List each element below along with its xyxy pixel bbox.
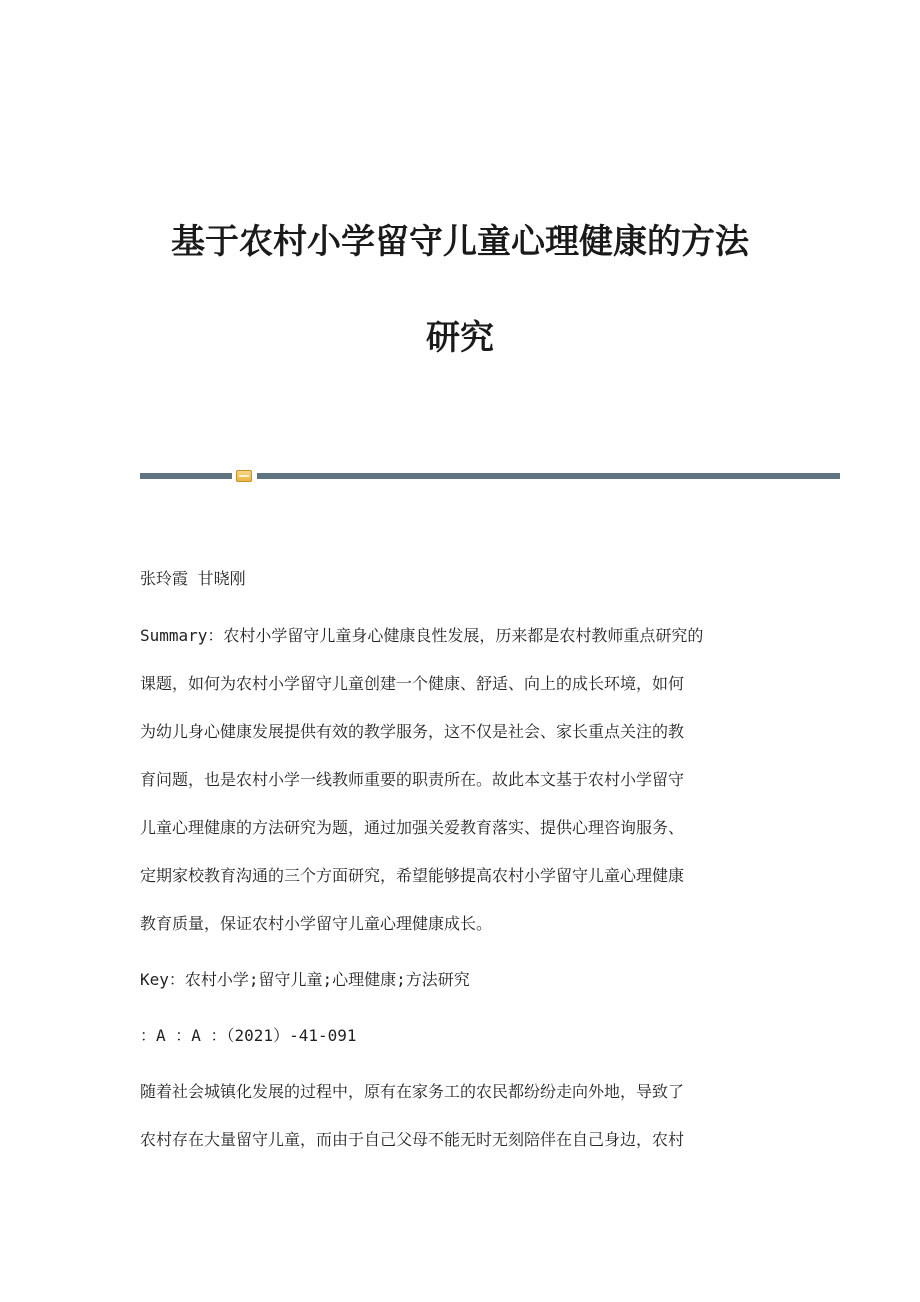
divider-left-bar — [140, 473, 232, 479]
summary-line: 为幼儿身心健康发展提供有效的教学服务，这不仅是社会、家长重点关注的教 — [140, 722, 685, 741]
summary-line: 儿童心理健康的方法研究为题，通过加强关爱教育落实、提供心理咨询服务、 — [140, 818, 685, 837]
divider-right-bar — [257, 473, 840, 479]
divider-badge-icon — [236, 470, 252, 482]
paper-title-line-1: 基于农村小学留守儿童心理健康的方法 — [171, 222, 749, 262]
summary-line: 课题，如何为农村小学留守儿童创建一个健康、舒适、向上的成长环境，如何 — [140, 674, 685, 693]
summary-line: 教育质量，保证农村小学留守儿童心理健康成长。 — [140, 914, 493, 933]
paper-title-line-2: 研究 — [426, 318, 494, 358]
summary-line: 育问题，也是农村小学一线教师重要的职责所在。故此本文基于农村小学留守 — [140, 770, 685, 789]
body-line: 农村存在大量留守儿童，而由于自己父母不能无时无刻陪伴在自己身边，农村 — [140, 1130, 685, 1149]
summary-line: Summary：农村小学留守儿童身心健康良性发展，历来都是农村教师重点研究的 — [140, 626, 704, 645]
body-line: 随着社会城镇化发展的过程中，原有在家务工的农民都纷纷走向外地，导致了 — [140, 1082, 685, 1101]
keywords: Key：农村小学;留守儿童;心理健康;方法研究 — [140, 970, 470, 989]
authors: 张玲霞 甘晓刚 — [140, 569, 246, 588]
summary-line: 定期家校教育沟通的三个方面研究，希望能够提高农村小学留守儿童心理健康 — [140, 866, 685, 885]
classification-line: ：A ：A ：（2021）-41-091 — [140, 1026, 357, 1045]
title-divider — [140, 470, 840, 482]
